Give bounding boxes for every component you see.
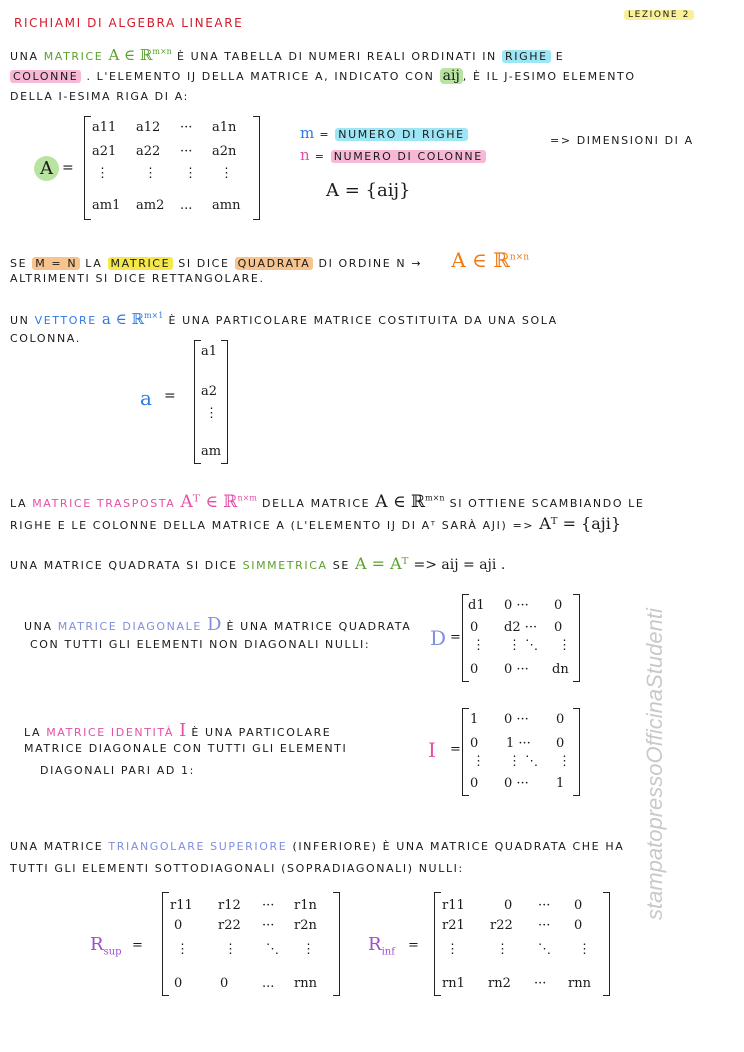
matrix-A-set-notation: A = {aij} <box>326 180 411 201</box>
term-vettore: VETTORE <box>34 314 97 327</box>
matrix-I: 1 0 ··· 0 0 1 ··· 0 ⋮ ⋮ ⋱ ⋮ 0 0 ··· 1 <box>462 708 580 796</box>
paragraph-square-matrix-2: ALTRIMENTI SI DICE RETTANGOLARE. <box>10 272 265 285</box>
matrix-Rsup-label: $R_{sup}$ <box>90 934 122 958</box>
equals-sign: = <box>62 160 74 176</box>
equals-sign: = <box>408 938 419 953</box>
text-fragment: È UNA TABELLA DI NUMERI REALI ORDINATI IN <box>176 50 497 63</box>
paragraph-matrix-definition-2 <box>10 68 734 84</box>
matrix-Rinf: r11 0 ··· 0 r21 r22 ··· 0 ⋮ ⋮ ⋱ ⋮ rn1 rn2 ··· rnn <box>434 892 610 996</box>
equals-sign: = <box>132 938 143 953</box>
text-fragment: , È IL J-ESIMO ELEMENTO <box>462 70 636 83</box>
term-colonne: COLONNE <box>10 70 81 83</box>
paragraph-matrix-definition-3: DELLA I-ESIMA RIGA DI A: <box>10 90 189 103</box>
matrix-Rinf-label: $R_{inf}$ <box>368 934 395 958</box>
math-A-in-R-nn: A ∈ ℝ$^{n\times n}$ <box>451 248 529 272</box>
dimension-note: => DIMENSIONI DI A <box>550 134 694 147</box>
matrix-Rsup: r11 r12 ··· r1n 0 r22 ··· r2n ⋮ ⋮ ⋱ ⋮ 0 0 ... rnn <box>162 892 340 996</box>
term-matrice: MATRICE <box>108 257 174 270</box>
paragraph-vector-2: COLONNA. <box>10 332 81 345</box>
matrix-D-label: D <box>430 626 447 650</box>
math-aij-equals-aji: => aij = aji . <box>413 557 506 573</box>
lesson-badge: LEZIONE 2 <box>624 10 694 20</box>
paragraph-transpose: LA MATRICE TRASPOSTA Aᵀ ∈ ℝ$^{n\times m}$ DELLA MATRICE A ∈ ℝ$^{m\times n}$ SI OTTIENE SCAMBIANDO LE <box>10 492 645 512</box>
paragraph-matrix-definition <box>10 46 734 64</box>
equals-sign: = <box>450 742 461 757</box>
text-fragment: E <box>555 50 565 63</box>
paragraph-identity-2: MATRICE DIAGONALE CON TUTTI GLI ELEMENTI <box>24 742 348 755</box>
paragraph-square-matrix: SE M = N LA MATRICE SI DICE QUADRATA DI ORDINE N → A ∈ ℝ$^{n\times n}$ <box>10 248 529 272</box>
paragraph-diagonal: UNA MATRICE DIAGONALE D È UNA MATRICE QUADRATA <box>24 614 412 635</box>
term-aij: aij <box>440 68 463 84</box>
matrix-D: d1 0 ··· 0 0 d2 ··· 0 ⋮ ⋮ ⋱ ⋮ 0 0 ··· dn <box>462 594 580 682</box>
page-title: RICHIAMI DI ALGEBRA LINEARE <box>14 16 244 30</box>
watermark-text: stampatopressoOfficinaStudenti <box>642 608 667 920</box>
math-A-equals-AT: A = Aᵀ <box>354 554 409 573</box>
equals-sign: = <box>450 630 461 645</box>
term-simmetrica: SIMMETRICA <box>242 559 328 572</box>
term-quadrata: QUADRATA <box>235 257 314 270</box>
vector-a: a1 a2 ⋮ am <box>194 340 228 464</box>
math-AT-in-R: Aᵀ ∈ ℝ$^{n\times m}$ <box>180 492 257 512</box>
text-fragment: . L'ELEMENTO IJ DELLA MATRICE A, INDICATO CON <box>86 70 435 83</box>
term-matrice-identita: MATRICE IDENTITÀ <box>46 726 174 739</box>
term-matrice-trasposta: MATRICE TRASPOSTA <box>32 497 176 510</box>
matrix-A: a11 a12 ··· a1n a21 a22 ··· a2n ⋮ ⋮ ⋮ ⋮ am1 am2 ... amn <box>84 116 260 220</box>
paragraph-transpose-2: RIGHE E LE COLONNE DELLA MATRICE A (L'ELEMENTO IJ DI Aᵀ SARÀ AJI) => Aᵀ = {aji} <box>10 514 622 533</box>
math-a-in-R: a ∈ ℝ$^{m\times 1}$ <box>101 310 164 328</box>
paragraph-identity: LA MATRICE IDENTITÀ I È UNA PARTICOLARE <box>24 720 332 741</box>
text-fragment: UNA <box>10 50 39 63</box>
math-AT-set: Aᵀ = {aji} <box>539 514 622 533</box>
math-D: D <box>206 614 222 635</box>
paragraph-triangular-2: TUTTI GLI ELEMENTI SOTTODIAGONALI (SOPRADIAGONALI) NULLI: <box>10 862 464 875</box>
paragraph-vector: UN VETTORE a ∈ ℝ$^{m\times 1}$ È UNA PARTICOLARE MATRICE COSTITUITA DA UNA SOLA <box>10 310 558 328</box>
paragraph-symmetric: UNA MATRICE QUADRATA SI DICE SIMMETRICA SE A = Aᵀ => aij = aji . <box>10 554 506 573</box>
math-I: I <box>179 720 187 741</box>
math-A-in-R: A ∈ ℝ$^{m\times n}$ <box>108 46 172 64</box>
matrix-A-label: A <box>34 156 59 181</box>
matrix-I-label: I <box>428 738 436 762</box>
legend-m: m = NUMERO DI RIGHE <box>300 124 468 142</box>
paragraph-identity-3: DIAGONALI PARI AD 1: <box>40 764 195 777</box>
paragraph-triangular: UNA MATRICE TRIANGOLARE SUPERIORE (INFERIORE) È UNA MATRICE QUADRATA CHE HA <box>10 840 625 853</box>
equals-sign: = <box>164 388 176 404</box>
math-A-in-R: A ∈ ℝ$^{m\times n}$ <box>375 492 445 512</box>
legend-n: n = NUMERO DI COLONNE <box>300 146 486 164</box>
term-triangolare-superiore: TRIANGOLARE SUPERIORE <box>108 840 288 853</box>
vector-a-label: a <box>140 386 152 410</box>
term-m-equals-n: M = N <box>32 257 80 270</box>
paragraph-diagonal-2: CON TUTTI GLI ELEMENTI NON DIAGONALI NULLI: <box>30 638 371 651</box>
term-righe: RIGHE <box>502 50 551 63</box>
term-matrice-diagonale: MATRICE DIAGONALE <box>57 620 202 633</box>
term-matrice: MATRICE <box>43 50 104 63</box>
